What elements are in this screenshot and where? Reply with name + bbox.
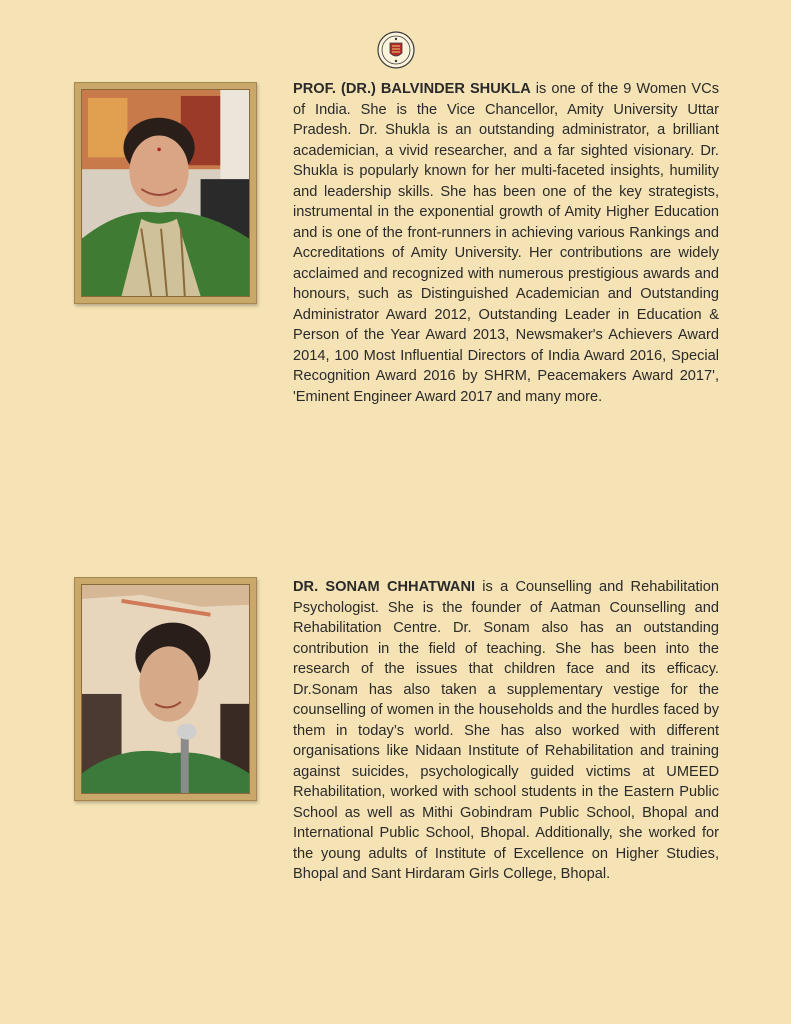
portrait-photo-icon <box>81 584 250 794</box>
bio-paragraph-shukla <box>293 79 719 407</box>
amity-crest-icon <box>377 31 415 69</box>
profile-description: is one of the 9 Women VCs of India. She is the Vice Chancellor, Amity University Uttar Pradesh. Dr. Shukla is an outstanding administrator, a brilliant academician, a vivid researcher, and a far sighted visionary. Dr. Shukla is popularly known for her multi-faceted insights, humility and leadership skills. She has been one of the key strategists, instrumental in the exponential growth of Amity Higher Education and is one of the front-runners in achieving various Rankings and Accreditations of Amity University. Her contributions are widely acclaimed and recognized with numerous prestigious awards and honours, such as Distinguished Academician and Outstanding Administrator Award 2012, Outstanding Leader in Education & Person of the Year Award 2013, Newsmaker's Achievers Award 2014, 100 Most Influential Directors of India Award 2016, Special Recognition Award 2016 by SHRM, Peacemakers Award 2017', 'Eminent Engineer Award 2017 and many more. <box>293 81 719 405</box>
bio-paragraph-chhatwani <box>293 577 719 885</box>
portrait-frame-chhatwani <box>74 577 257 801</box>
profile-name: DR. SONAM CHHATWANI <box>293 579 476 595</box>
portrait-photo-icon <box>81 89 250 297</box>
portrait-frame-shukla <box>74 82 257 304</box>
profile-name: PROF. (DR.) BALVINDER SHUKLA <box>293 81 531 97</box>
profile-description: is a Counselling and Rehabilitation Psychologist. She is the founder of Aatman Counselling and Rehabilitation Centre. Dr. Sonam also has an outstanding contribution in the field of teaching. She has been into the research of the issues that children face and its efficacy. Dr.Sonam has also taken a supplementary vestige for the counselling of women in the households and the hurdles faced by them in today’s world. She has also worked with different organisations like Nidaan Institute of Rehabilitation and training against suicides, psychologically guided victims at UMEED Rehabilitation, worked with school students in the Eastern Public School as well as Mithi Gobindram Public School, Bhopal and International Public School, Bhopal. Additionally, she worked for the young adults of Institute of Excellence on Higher Studies, Bhopal and Sant Hirdaram Girls College, Bhopal. <box>293 579 719 882</box>
